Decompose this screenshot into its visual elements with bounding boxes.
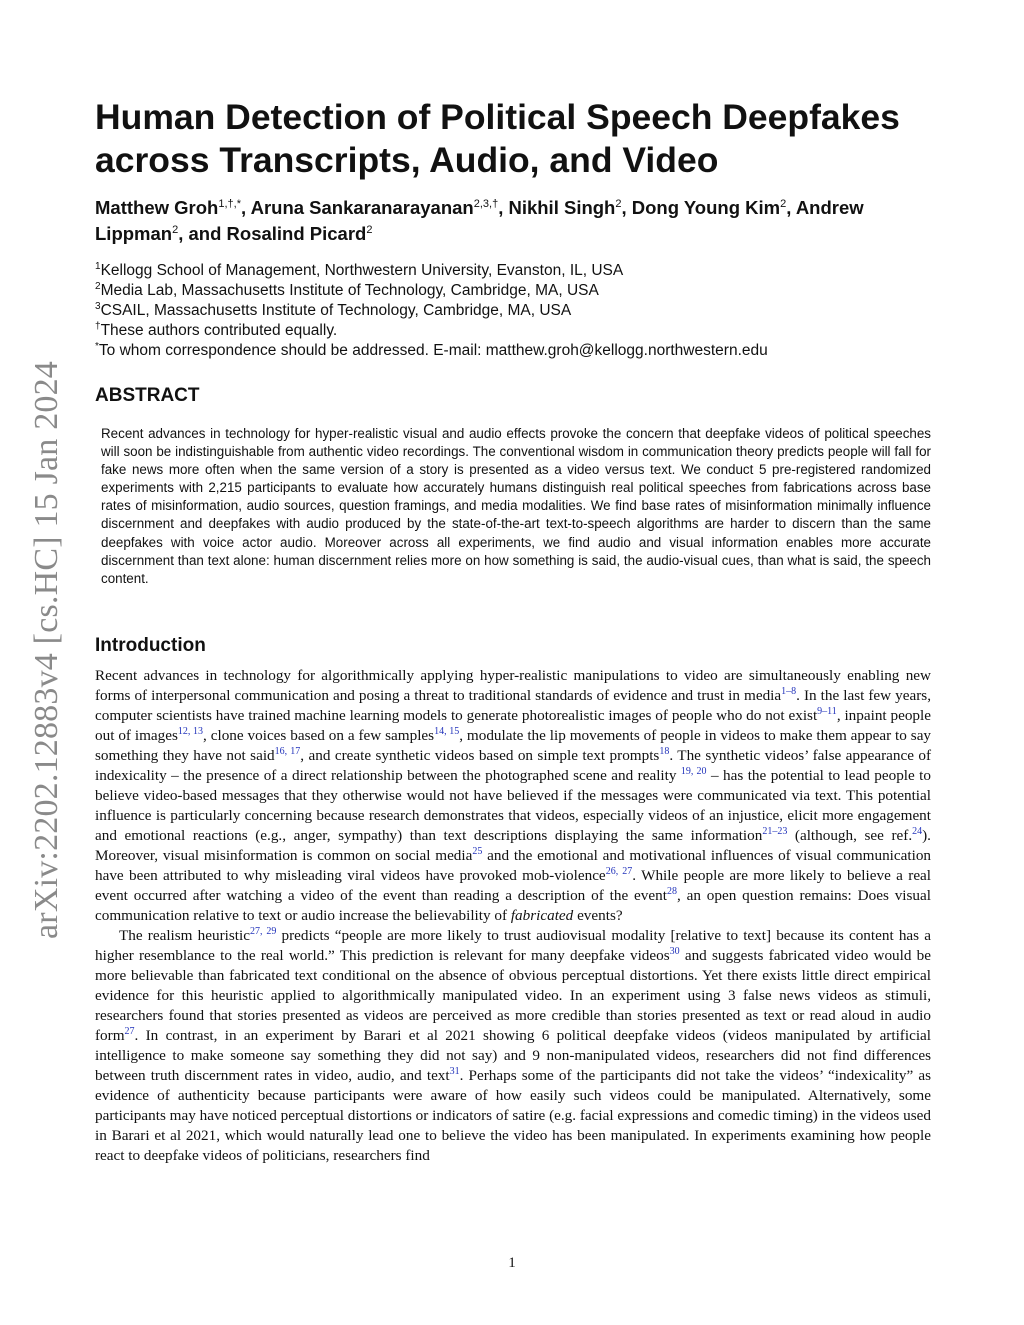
paper-content bbox=[95, 96, 931, 1166]
body-text: , clone voices based on a few samples bbox=[203, 726, 435, 744]
body-text: , modulate the lip movements of people in videos to make them appear to say something they have not said bbox=[95, 726, 932, 764]
citation-link[interactable]: 19, 20 bbox=[680, 765, 707, 777]
author-list bbox=[95, 195, 931, 247]
citation-link[interactable]: 24 bbox=[912, 825, 923, 837]
arxiv-sidebar bbox=[24, 360, 70, 940]
body-text: events? bbox=[573, 906, 623, 924]
body-text: . Perhaps some of the participants did not take the videos’ “indexicality” as evidence of authenticity because participants were aware of how easily such videos could be manipulated. Alternatively, some participants may have noticed perceptual distortions or indicators of satire (e.g. facial expressions and comedic timing) in the videos used in Barari et al 2021, which would naturally lead one to believe the video has been manipulated. In experiments examining how people react to deepfake videos of politicians, researchers find bbox=[95, 1066, 931, 1164]
citation-link[interactable]: 27 bbox=[124, 1025, 135, 1037]
body-text: . The synthetic videos’ false appearance of indexicality – the presence of a direct relationship between the photographed scene and reality bbox=[95, 746, 932, 784]
author-affiliation-marks: 2 bbox=[172, 224, 179, 236]
citation-link[interactable]: 26, 27 bbox=[605, 865, 633, 877]
affiliation-line bbox=[95, 321, 931, 341]
author-name: Rosalind Picard bbox=[226, 223, 367, 244]
body-text: Recent advances in technology for algorithmically applying hyper-realistic manipulations to video are simultaneously enabling new forms of interpersonal communication and posing a threat to traditional standards of evidence and trust in media bbox=[95, 666, 931, 704]
citation-link[interactable]: 25 bbox=[472, 845, 483, 857]
body-text: . In contrast, in an experiment by Barari et al 2021 showing 6 political deepfake videos (videos manipulated by artificial intelligence to make someone say something they did not say) and 9 non-manipulated videos, researchers did not find differences between truth discernment rates in video, audio, and text bbox=[95, 1026, 931, 1084]
introduction-heading: Introduction bbox=[95, 634, 206, 656]
affiliation-text: Kellogg School of Management, Northwestern University, Evanston, IL, USA bbox=[100, 262, 624, 279]
citation-link[interactable]: 27, 29 bbox=[249, 925, 277, 937]
body-text: The realism heuristic bbox=[119, 926, 250, 944]
body-text: . In the last few years, computer scientists have trained machine learning models to generate photorealistic images of people who do not exist bbox=[95, 686, 931, 724]
title-line-1: Human Detection of Political Speech Deepfakes bbox=[95, 97, 900, 137]
body-text: (although, see ref. bbox=[787, 826, 913, 844]
citation-link[interactable]: 28 bbox=[666, 885, 677, 897]
body-text: , an open question remains: Does visual communication relative to text or audio increase the believability of bbox=[95, 886, 931, 924]
citation-link[interactable]: 16, 17 bbox=[274, 745, 301, 757]
author-separator: , and bbox=[178, 223, 227, 244]
affiliation-line bbox=[95, 301, 931, 321]
citation-link[interactable]: 21–23 bbox=[762, 825, 788, 837]
author-affiliation-marks: 1,†,* bbox=[218, 198, 241, 210]
introduction-paragraph bbox=[95, 926, 931, 1166]
arxiv-identifier: arXiv:2202.12883v4 [cs.HC] 15 Jan 2024 bbox=[28, 361, 65, 939]
author-separator: , bbox=[498, 197, 509, 218]
author-separator: , bbox=[240, 197, 251, 218]
body-text: and suggests fabricated video would be more believable than fabricated text conditional on the absence of obvious perceptual distortions. Yet there exists little direct empirical evidence for this heuristic applied to algorithmically manipulated video. In an experiment using 3 false news videos as stimuli, researchers found that stories presented as videos are perceived as more credible than stories presented as text or read aloud in audio form bbox=[95, 946, 931, 1044]
author-separator: , bbox=[621, 197, 632, 218]
author-name: Matthew Groh bbox=[95, 197, 219, 218]
affiliation-mark: * bbox=[95, 341, 99, 352]
affiliation-mark: 3 bbox=[95, 301, 101, 312]
abstract-heading: ABSTRACT bbox=[95, 385, 200, 406]
affiliation-text: To whom correspondence should be addressed. E-mail: matthew.groh@kellogg.northwestern.edu bbox=[98, 342, 768, 359]
emphasis-text: fabricated bbox=[510, 906, 574, 924]
citation-link[interactable]: 9–11 bbox=[817, 705, 837, 717]
author-name: Dong Young Kim bbox=[631, 197, 781, 218]
paper-title bbox=[95, 96, 931, 182]
author-affiliation-marks: 2,3,† bbox=[473, 198, 499, 210]
citation-link[interactable]: 14, 15 bbox=[434, 725, 460, 737]
affiliation-text: Media Lab, Massachusetts Institute of Technology, Cambridge, MA, USA bbox=[100, 282, 599, 299]
body-text: , and create synthetic videos based on simple text prompts bbox=[300, 746, 660, 764]
body-text: , inpaint people out of images bbox=[95, 706, 931, 744]
affiliation-line bbox=[95, 261, 931, 281]
body-text: – has the potential to lead people to believe video-based messages that they otherwise would not have believed if the messages were communicated via text. This potential influence is particularly concerning because research demonstrates that videos, especially videos of an injustice, elicit more engagement and emotional reactions (e.g., anger, sympathy) than text descriptions displaying the same information bbox=[95, 766, 931, 844]
body-text: ). Moreover, visual misinformation is common on social media bbox=[95, 826, 931, 864]
author-name: Nikhil Singh bbox=[508, 197, 616, 218]
affiliation-line bbox=[95, 341, 931, 361]
author-separator: , bbox=[786, 197, 796, 218]
citation-link[interactable]: 31 bbox=[449, 1065, 460, 1077]
affiliation-mark: 2 bbox=[95, 281, 101, 292]
affiliation-text: These authors contributed equally. bbox=[100, 322, 338, 339]
page-number: 1 bbox=[508, 1255, 516, 1271]
introduction-body bbox=[95, 666, 931, 1166]
body-text: . While people are more likely to believe a real event occurred after watching a video of the event than reading a description of the event bbox=[95, 866, 932, 904]
body-text: and the emotional and motivational influences of visual communication have been attributed to why misleading viral videos have provoked mob-violence bbox=[95, 846, 932, 884]
affiliation-line bbox=[95, 281, 931, 301]
affiliation-text: CSAIL, Massachusetts Institute of Technology, Cambridge, MA, USA bbox=[100, 302, 572, 319]
author-name: Andrew Lippman bbox=[95, 197, 864, 244]
abstract-text: Recent advances in technology for hyper-realistic visual and audio effects provoke the concern that deepfake videos of political speeches will soon be indistinguishable from authentic video recordings. The conventional wisdom in communication theory predicts people will fall for fake news more often when the same version of a story is presented as a video versus text. We conduct 5 pre-registered randomized experiments with 2,215 participants to evaluate how accurately humans distinguish real political speeches from fabrications across base rates of misinformation, audio sources, question framings, and media modalities. We find base rates of misinformation minimally influence discernment and deepfakes with audio produced by the state-of-the-art text-to-speech algorithms are harder to discern than the same deepfakes with voice actor audio. Moreover across all experiments, we find audio and visual information enables more accurate discernment than text alone: human discernment relies more on how something is said, the audio-visual cues, than what is said, the speech content. bbox=[101, 426, 931, 586]
author-affiliation-marks: 2 bbox=[615, 198, 622, 210]
affiliation-list bbox=[95, 261, 931, 361]
citation-link[interactable]: 12, 13 bbox=[177, 725, 204, 737]
affiliation-mark: 1 bbox=[95, 261, 101, 272]
citation-link[interactable]: 1–8 bbox=[781, 685, 797, 697]
affiliation-mark: † bbox=[95, 321, 101, 332]
author-name: Aruna Sankaranarayanan bbox=[250, 197, 474, 218]
body-text: predicts “people are more likely to trust audiovisual modality [relative to text] because its content has a higher resemblance to the real world.” This prediction is relevant for many deepfake videos bbox=[95, 926, 931, 964]
title-line-2: across Transcripts, Audio, and Video bbox=[95, 140, 719, 180]
citation-link[interactable]: 18 bbox=[659, 745, 670, 757]
introduction-paragraph bbox=[95, 666, 931, 926]
author-affiliation-marks: 2 bbox=[366, 224, 373, 236]
citation-link[interactable]: 30 bbox=[669, 945, 680, 957]
author-affiliation-marks: 2 bbox=[780, 198, 787, 210]
